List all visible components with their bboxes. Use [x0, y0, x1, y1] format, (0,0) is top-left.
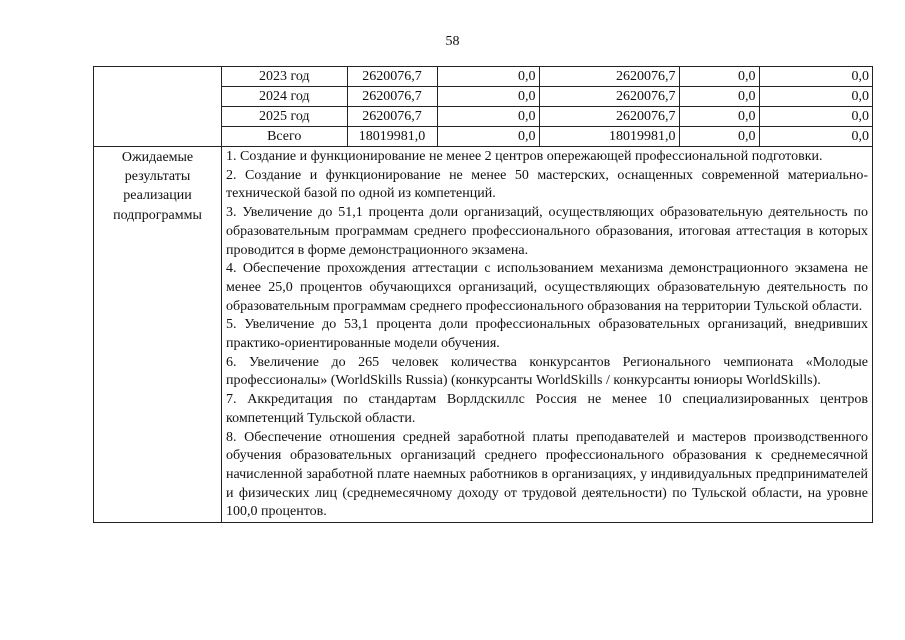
amount-cell: 18019981,0	[539, 127, 679, 147]
year-label: 2023 год	[222, 67, 347, 87]
total-amount: 2620076,7	[347, 87, 437, 107]
amount-cell: 0,0	[437, 127, 539, 147]
year-label: 2025 год	[222, 107, 347, 127]
financing-table	[222, 67, 872, 146]
total-amount: 2620076,7	[347, 67, 437, 87]
amount-cell: 0,0	[679, 67, 759, 87]
result-item: 3. Увеличение до 51,1 процента доли организаций, осуществляющих образовательную деятельность по образовательным программам среднего профессионального образования, итоговая аттестация в которых проводится в форме демонстрационного экзамена.	[226, 205, 868, 258]
amount-cell: 0,0	[759, 87, 872, 107]
page-number: 58	[445, 34, 460, 49]
amount-cell: 0,0	[759, 127, 872, 147]
financing-cell	[222, 67, 873, 147]
financing-table-row	[222, 87, 872, 107]
results-label: Ожидаемые результаты реализации подпрограммы	[94, 147, 222, 523]
amount-cell: 0,0	[759, 107, 872, 127]
financing-label-cell	[94, 67, 222, 147]
result-item: 6. Увеличение до 265 человек количества конкурсантов Регионального чемпионата «Молодые профессионалы» (WorldSkills Russia) (конкурсанты WorldSkills / конкурсанты юниоры WorldSkills).	[226, 354, 868, 389]
year-label: Всего	[222, 127, 347, 147]
amount-cell: 2620076,7	[539, 87, 679, 107]
amount-cell: 2620076,7	[539, 107, 679, 127]
result-item: 8. Обеспечение отношения средней заработной платы преподавателей и мастеров производственного обучения образовательных организаций среднего профессионального образования к среднемесячной начисленной заработной плате наемных работников в организациях, у индивидуальных предпринимателей и физических лиц (среднемесячному доходу от трудовой деятельности) по Тульской области, на уровне 100,0 процентов.	[226, 429, 868, 520]
amount-cell: 0,0	[437, 87, 539, 107]
financing-table-row	[222, 107, 872, 127]
year-label: 2024 год	[222, 87, 347, 107]
amount-cell: 2620076,7	[539, 67, 679, 87]
amount-cell: 0,0	[759, 67, 872, 87]
result-item: 1. Создание и функционирование не менее 2 центров опережающей профессиональной подготовки.	[226, 149, 823, 164]
result-item: 4. Обеспечение прохождения аттестации с использованием механизма демонстрационного экзамена не менее 25,0 процентов обучающихся организаций, осуществляющих образовательную деятельность по образовательным программам среднего профессионального образования на территории Тульской области.	[226, 261, 868, 314]
financing-table-row	[222, 67, 872, 87]
total-amount: 18019981,0	[347, 127, 437, 147]
total-amount: 2620076,7	[347, 107, 437, 127]
result-item: 2. Создание и функционирование не менее 50 мастерских, оснащенных современной материально-технической базой по одной из компетенций.	[226, 167, 868, 202]
amount-cell: 0,0	[679, 107, 759, 127]
financing-row	[94, 67, 873, 147]
amount-cell: 0,0	[679, 87, 759, 107]
result-item: 7. Аккредитация по стандартам Ворлдскиллс Россия не менее 10 специализированных центров компетенций Тульской области.	[226, 392, 868, 426]
amount-cell: 0,0	[437, 67, 539, 87]
results-cell	[222, 147, 873, 523]
result-item: 5. Увеличение до 53,1 процента доли профессиональных образовательных организаций, внедривших практико-ориентированные модели обучения.	[226, 317, 868, 352]
document-table	[93, 66, 873, 523]
amount-cell: 0,0	[679, 127, 759, 147]
results-row	[94, 147, 873, 523]
financing-table-row	[222, 127, 872, 147]
amount-cell: 0,0	[437, 107, 539, 127]
